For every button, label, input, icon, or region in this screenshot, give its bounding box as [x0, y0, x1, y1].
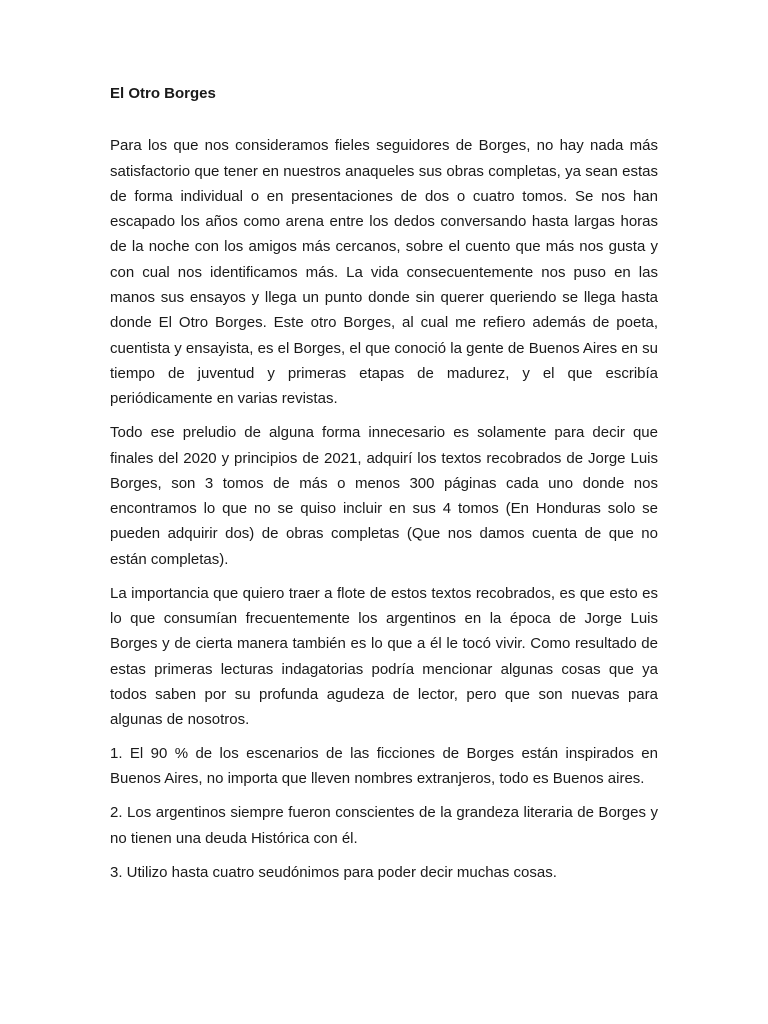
- paragraph-preludio: Todo ese preludio de alguna forma innecesario es solamente para decir que finales del 2020 y principios de 2021, adquirí los textos recobrados de Jorge Luis Borges, son 3 tomos de más o menos 300 páginas cada uno donde nos encontramos lo que no se quiso incluir en sus 4 tomos (En Honduras solo se pueden adquirir dos) de obras completas (Que nos damos cuenta de que no están completas).: [110, 424, 658, 568]
- paragraph-importancia: La importancia que quiero traer a flote de estos textos recobrados, es que esto es lo que consumían frecuentemente los argentinos en la época de Jorge Luis Borges y de cierta manera también es lo que a él le tocó vivir. Como resultado de estas primeras lecturas indagatorias podría mencionar algunas cosas que ya todos saben por su profunda agudeza de lector, pero que son nuevas para algunas de nosotros.: [110, 584, 658, 729]
- list-item-1: 1. El 90 % de los escenarios de las ficciones de Borges están inspirados en Buenos Aires, no importa que lleven nombres extranjeros, todo es Buenos aires.: [110, 745, 658, 788]
- document-body: [110, 81, 658, 894]
- list-item-3: 3. Utilizo hasta cuatro seudónimos para poder decir muchas cosas.: [110, 863, 557, 881]
- document-title: El Otro Borges: [110, 85, 216, 102]
- list-item-2: 2. Los argentinos siempre fueron conscientes de la grandeza literaria de Borges y no tienen una deuda Histórica con él.: [110, 804, 658, 847]
- paragraph-intro: Para los que nos consideramos fieles seguidores de Borges, no hay nada más satisfactorio que tener en nuestros anaqueles sus obras completas, ya sean estas de forma individual o en presentaciones de dos o cuatro tomos. Se nos han escapado los años como arena entre los dedos conversando hasta largas horas de la noche con los amigos más cercanos, sobre el cuento que más nos gusta y con cual nos identificamos más. La vida consecuentemente nos puso en las manos sus ensayos y llega un punto donde sin querer queriendo se llega hasta donde El Otro Borges. Este otro Borges, al cual me refiero además de poeta, cuentista y ensayista, es el Borges, el que conoció la gente de Buenos Aires en su tiempo de juventud y primeras etapas de madurez, y el que escribía periódicamente en varias revistas.: [110, 137, 658, 408]
